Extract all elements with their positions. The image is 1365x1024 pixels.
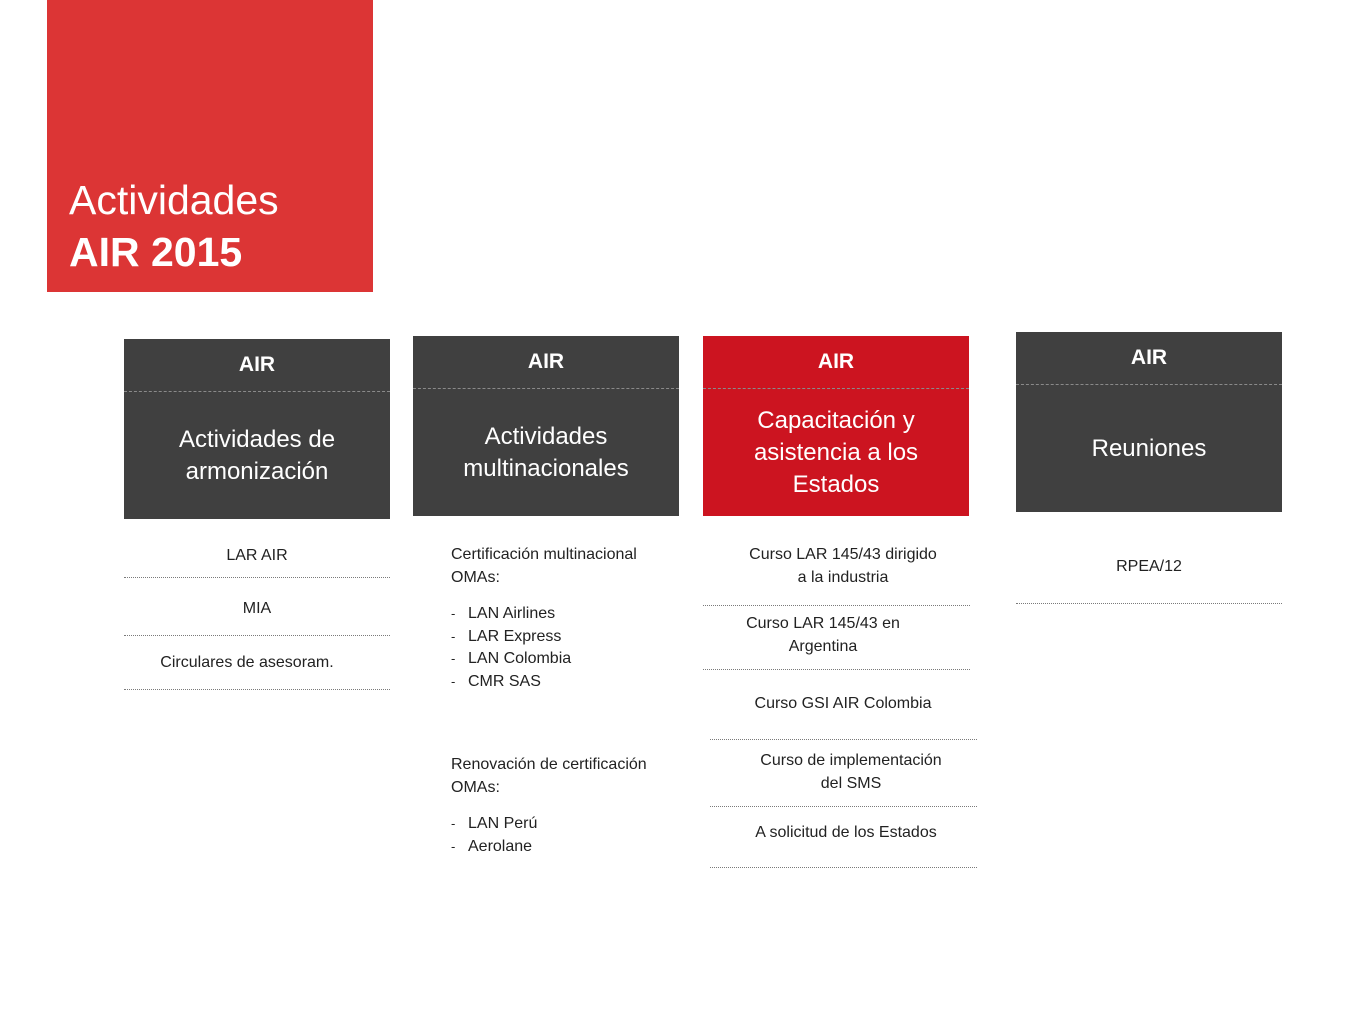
list-item: - Aerolane (451, 836, 691, 859)
divider (124, 577, 390, 578)
list-item: Curso LAR 145/43 en Argentina (746, 615, 900, 655)
divider (703, 605, 970, 606)
list-item: - LAN Colombia (451, 648, 691, 671)
group-header: Certificación multinacional OMAs: (451, 546, 637, 586)
list-item: RPEA/12 (1116, 558, 1182, 575)
divider (703, 669, 970, 670)
divider (124, 635, 390, 636)
card-head: AIR (413, 336, 679, 389)
list-item: Curso GSI AIR Colombia (754, 695, 932, 712)
entry-list (451, 813, 691, 858)
page-title: Actividades (69, 177, 279, 223)
card-title: Actividades de armonización (178, 425, 336, 485)
group-header: Renovación de certificación OMAs: (451, 756, 647, 796)
title-block (47, 0, 373, 292)
card-title: Reuniones (1091, 434, 1207, 462)
card-armonizacion (124, 339, 390, 519)
list-item: - LAN Perú (451, 813, 691, 836)
list-item: A solicitud de los Estados (755, 824, 937, 841)
list-item: Circulares de asesoram. (160, 654, 334, 671)
card-title: Actividades multinacionales (463, 422, 629, 482)
card-capacitacion (703, 336, 969, 516)
card-head: AIR (703, 336, 969, 389)
entry-list (451, 603, 691, 693)
list-item: - LAR Express (451, 626, 691, 649)
list-item: - LAN Airlines (451, 603, 691, 626)
list-item: LAR AIR (226, 547, 288, 564)
list-item: Curso de implementación del SMS (760, 752, 942, 792)
card-head: AIR (1016, 332, 1282, 385)
divider (710, 806, 977, 807)
card-title: Capacitación y asistencia a los Estados (753, 406, 919, 498)
certification-group (451, 544, 691, 693)
page-subtitle: AIR 2015 (69, 229, 243, 275)
divider (710, 867, 977, 868)
card-multinacionales (413, 336, 679, 516)
list-item: MIA (242, 600, 272, 617)
card-reuniones (1016, 332, 1282, 512)
card-head: AIR (124, 339, 390, 392)
renewal-group (451, 754, 691, 858)
divider (1016, 603, 1282, 604)
divider (710, 739, 977, 740)
list-item: Curso LAR 145/43 dirigido a la industria (749, 546, 937, 586)
list-item: - CMR SAS (451, 671, 691, 694)
divider (124, 689, 390, 690)
